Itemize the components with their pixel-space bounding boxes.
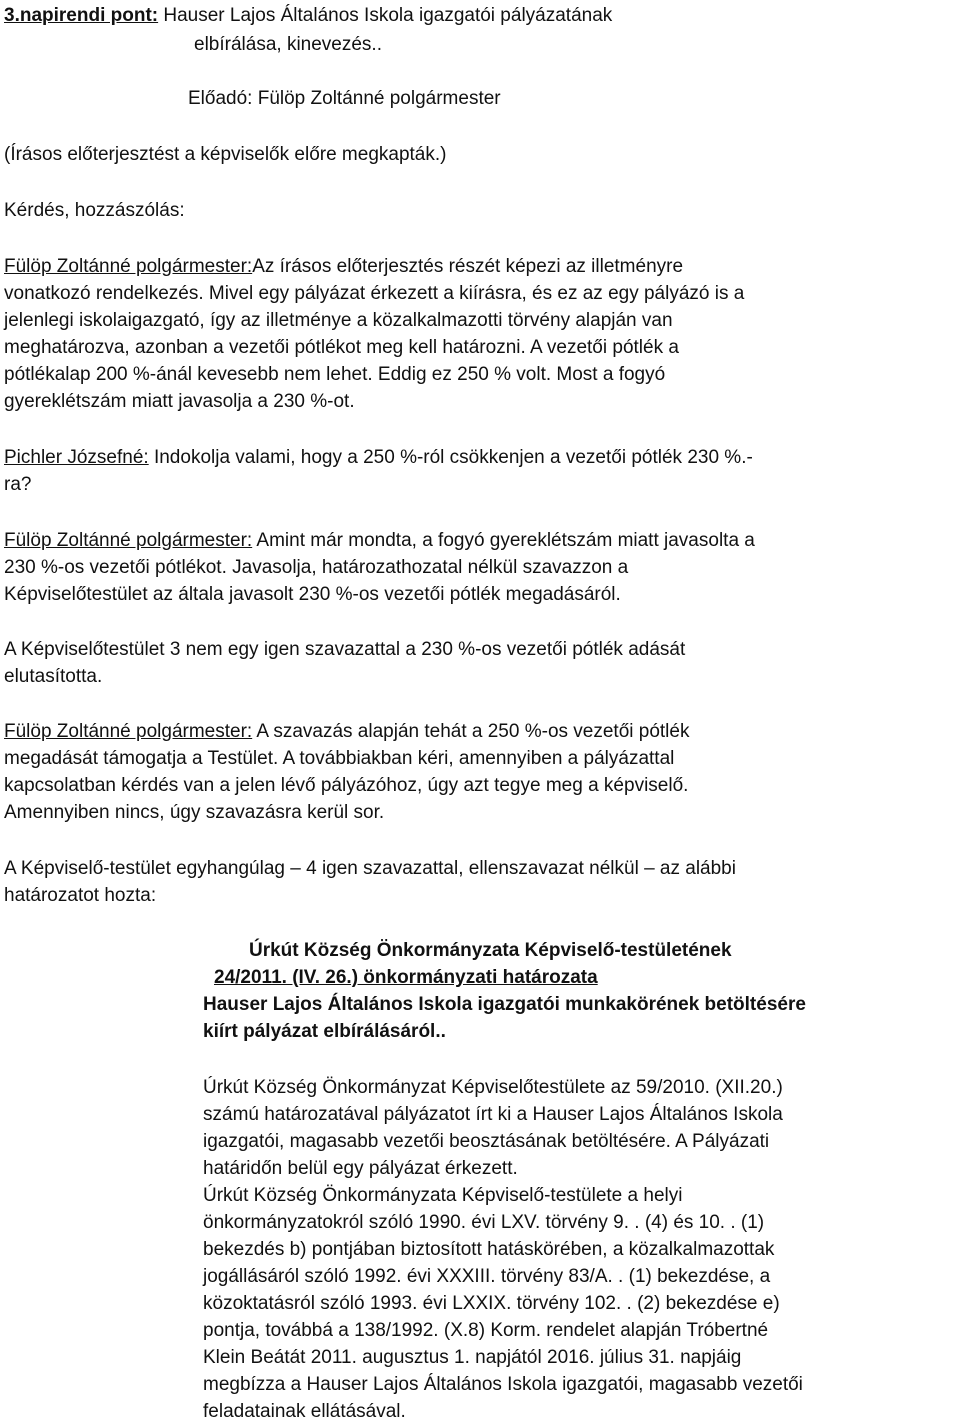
resolution-body-line: önkormányzatokról szóló 1990. évi LXV. törvény 9. . (4) és 10. . (1) xyxy=(203,1212,765,1233)
para3-line3: Képviselőtestület az általa javasolt 230 %-os vezetői pótlék megadásáról. xyxy=(4,584,621,605)
vote1-line1: A Képviselőtestület 3 nem egy igen szavazattal a 230 %-os vezetői pótlék adását xyxy=(4,639,686,660)
written-note: (Írásos előterjesztést a képviselők előre megkapták.) xyxy=(4,144,447,165)
para1-line6: gyereklétszám miatt javasolja a 230 %-ot. xyxy=(4,391,355,412)
agenda-title: Hauser Lajos Általános Iskola igazgatói pályázatának xyxy=(158,5,613,26)
para1-line2: vonatkozó rendelkezés. Mivel egy pályázat érkezett a kiírásra, és ez az egy pályázó is a xyxy=(4,283,745,304)
para1-line3: jelenlegi iskolaigazgató, így az illetménye a közalkalmazotti törvény alapján van xyxy=(4,310,673,331)
resolution-body-line: Úrkút Község Önkormányzat Képviselőtestülete az 59/2010. (XII.20.) xyxy=(203,1077,783,1098)
resolution-body-line: feladatainak ellátásával. xyxy=(203,1401,406,1422)
speaker-name: Fülöp Zoltánné polgármester: xyxy=(4,530,253,551)
para4-text: A szavazás alapján tehát a 250 %-os vezetői pótlék xyxy=(252,721,690,742)
para2-line1 xyxy=(4,446,753,469)
resolution-body-line: megbízza a Hauser Lajos Általános Iskola igazgatói, magasabb vezetői xyxy=(203,1374,803,1395)
resolution-body-line: közoktatásról szóló 1993. évi LXXIX. törvény 102. . (2) bekezdése e) xyxy=(203,1293,780,1314)
resolution-number: 24/2011. (IV. 26.) önkormányzati határozata xyxy=(214,967,598,988)
para3-text: Amint már mondta, a fogyó gyereklétszám miatt javasolta a xyxy=(252,530,755,551)
para1-line4: meghatározva, azonban a vezetői pótlékot meg kell határozni. A vezetői pótlék a xyxy=(4,337,679,358)
presenter-line: Előadó: Fülöp Zoltánné polgármester xyxy=(188,88,501,109)
resolution-body-line: határidőn belül egy pályázat érkezett. xyxy=(203,1158,518,1179)
speaker-name: Fülöp Zoltánné polgármester: xyxy=(4,721,253,742)
para2-line2: ra? xyxy=(4,474,32,495)
para4-line4: Amennyiben nincs, úgy szavazásra kerül sor. xyxy=(4,802,385,823)
resolution-body-line: Úrkút Község Önkormányzata Képviselő-testülete a helyi xyxy=(203,1185,683,1206)
agenda-label: 3.napirendi pont: xyxy=(4,5,159,26)
questions-heading: Kérdés, hozzászólás: xyxy=(4,200,185,221)
para1-text: Az írásos előterjesztés részét képezi az illetményre xyxy=(252,256,684,277)
para4-line3: kapcsolatban kérdés van a jelen lévő pályázóhoz, úgy azt tegye meg a képviselő. xyxy=(4,775,689,796)
vote2-line2: határozatot hozta: xyxy=(4,885,157,906)
resolution-subject-line2: kiírt pályázat elbírálásáról.. xyxy=(203,1021,446,1042)
resolution-subject-line1: Hauser Lajos Általános Iskola igazgatói munkakörének betöltésére xyxy=(203,994,806,1015)
para1-line5: pótlékalap 200 %-ánál kevesebb nem lehet. Eddig ez 250 % volt. Most a fogyó xyxy=(4,364,666,385)
para3-line1 xyxy=(4,529,755,552)
vote2-line1: A Képviselő-testület egyhangúlag – 4 igen szavazattal, ellenszavazat nélkül – az alábbi xyxy=(4,858,736,879)
para3-line2: 230 %-os vezetői pótlékot. Javasolja, határozathozatal nélkül szavazzon a xyxy=(4,557,629,578)
resolution-body-line: Klein Beátát 2011. augusztus 1. napjától 2016. július 31. napjáig xyxy=(203,1347,742,1368)
resolution-body-line: jogállásáról szóló 1992. évi XXXIII. törvény 83/A. . (1) bekezdése, a xyxy=(203,1266,771,1287)
agenda-heading xyxy=(4,4,612,27)
para1-line1 xyxy=(4,255,683,278)
agenda-title-line2: elbírálása, kinevezés.. xyxy=(194,34,382,55)
para2-text: Indokolja valami, hogy a 250 %-ról csökkenjen a vezetői pótlék 230 %.- xyxy=(148,447,753,468)
para4-line2: megadását támogatja a Testület. A továbbiakban kéri, amennyiben a pályázattal xyxy=(4,748,675,769)
resolution-body-line: bekezdés b) pontjában biztosított hatáskörében, a közalkalmazottak xyxy=(203,1239,775,1260)
resolution-body-line: pontja, továbbá a 138/1992. (X.8) Korm. rendelet alapján Tróbertné xyxy=(203,1320,769,1341)
resolution-body-line: igazgatói, magasabb vezetői beosztásának betöltésére. A Pályázati xyxy=(203,1131,770,1152)
resolution-body-line: számú határozatával pályázatot írt ki a Hauser Lajos Általános Iskola xyxy=(203,1104,783,1125)
vote1-line2: elutasította. xyxy=(4,666,103,687)
para4-line1 xyxy=(4,720,689,743)
resolution-heading: Úrkút Község Önkormányzata Képviselő-testületének xyxy=(249,940,732,961)
speaker-name: Fülöp Zoltánné polgármester: xyxy=(4,256,253,277)
speaker-name: Pichler Józsefné: xyxy=(4,447,149,468)
